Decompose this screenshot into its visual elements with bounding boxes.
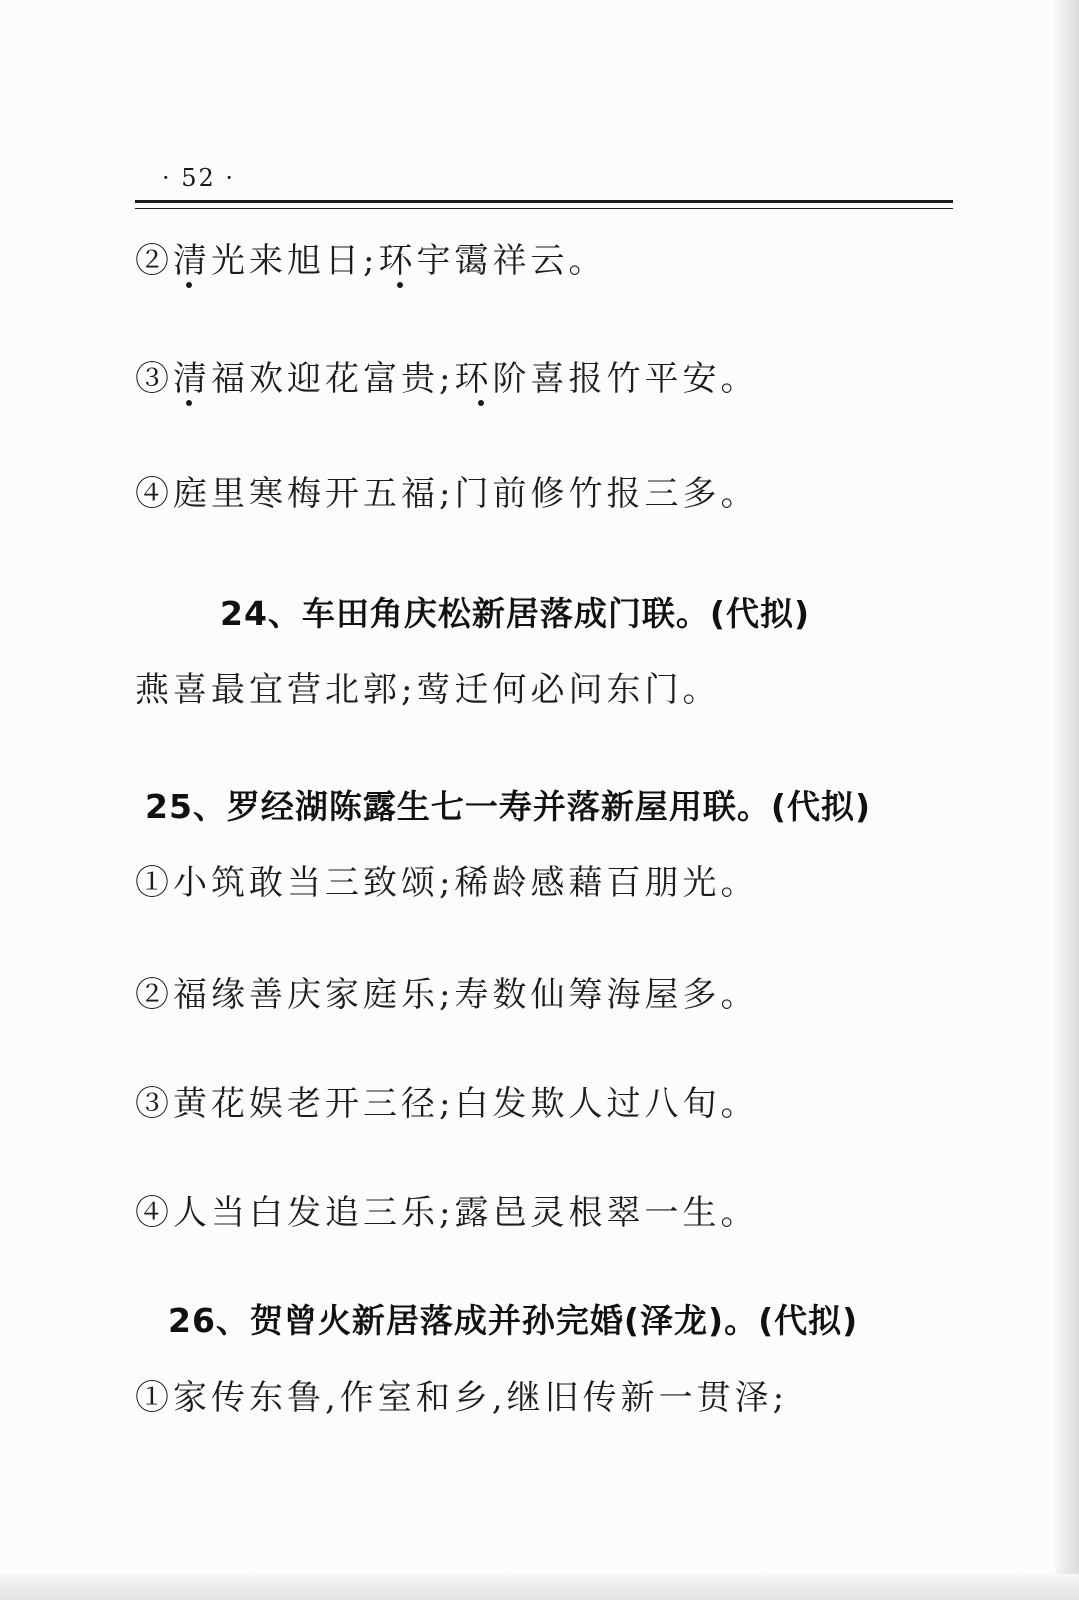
emphasis-dot	[186, 400, 192, 406]
section-heading-25: 25、罗经湖陈露生七一寿并落新屋用联。(代拟)	[145, 787, 872, 826]
couplet-line: ②清光来旭日;环宇霭祥云。	[135, 241, 607, 281]
couplet-line: ①小筑敢当三致颂;稀龄感藉百朋光。	[135, 863, 759, 903]
header-rule-thick	[135, 200, 953, 203]
couplet-line: ②福缘善庆家庭乐;寿数仙筹海屋多。	[135, 975, 759, 1015]
emphasis-dot	[397, 282, 403, 288]
emphasis-dot	[478, 400, 484, 406]
emphasis-dot	[186, 282, 192, 288]
page-edge-bottom	[0, 1574, 1079, 1600]
page-edge-right	[1055, 0, 1079, 1600]
couplet-line: ③清福欢迎花富贵;环阶喜报竹平安。	[135, 359, 759, 399]
couplet-line: 燕喜最宜营北郭;莺迁何必问东门。	[135, 670, 721, 710]
couplet-line: ④庭里寒梅开五福;门前修竹报三多。	[135, 474, 759, 514]
couplet-line: ④人当白发追三乐;露邑灵根翠一生。	[135, 1193, 759, 1233]
section-heading-24: 24、车田角庆松新居落成门联。(代拟)	[220, 594, 811, 633]
couplet-line: ①家传东鲁,作室和乡,继旧传新一贯泽;	[135, 1378, 789, 1418]
section-heading-26: 26、贺曾火新居落成并孙完婚(泽龙)。(代拟)	[168, 1301, 859, 1340]
header-rule-thin	[135, 208, 953, 209]
couplet-line: ③黄花娱老开三径;白发欺人过八旬。	[135, 1084, 759, 1124]
page-number: · 52 ·	[162, 164, 236, 192]
